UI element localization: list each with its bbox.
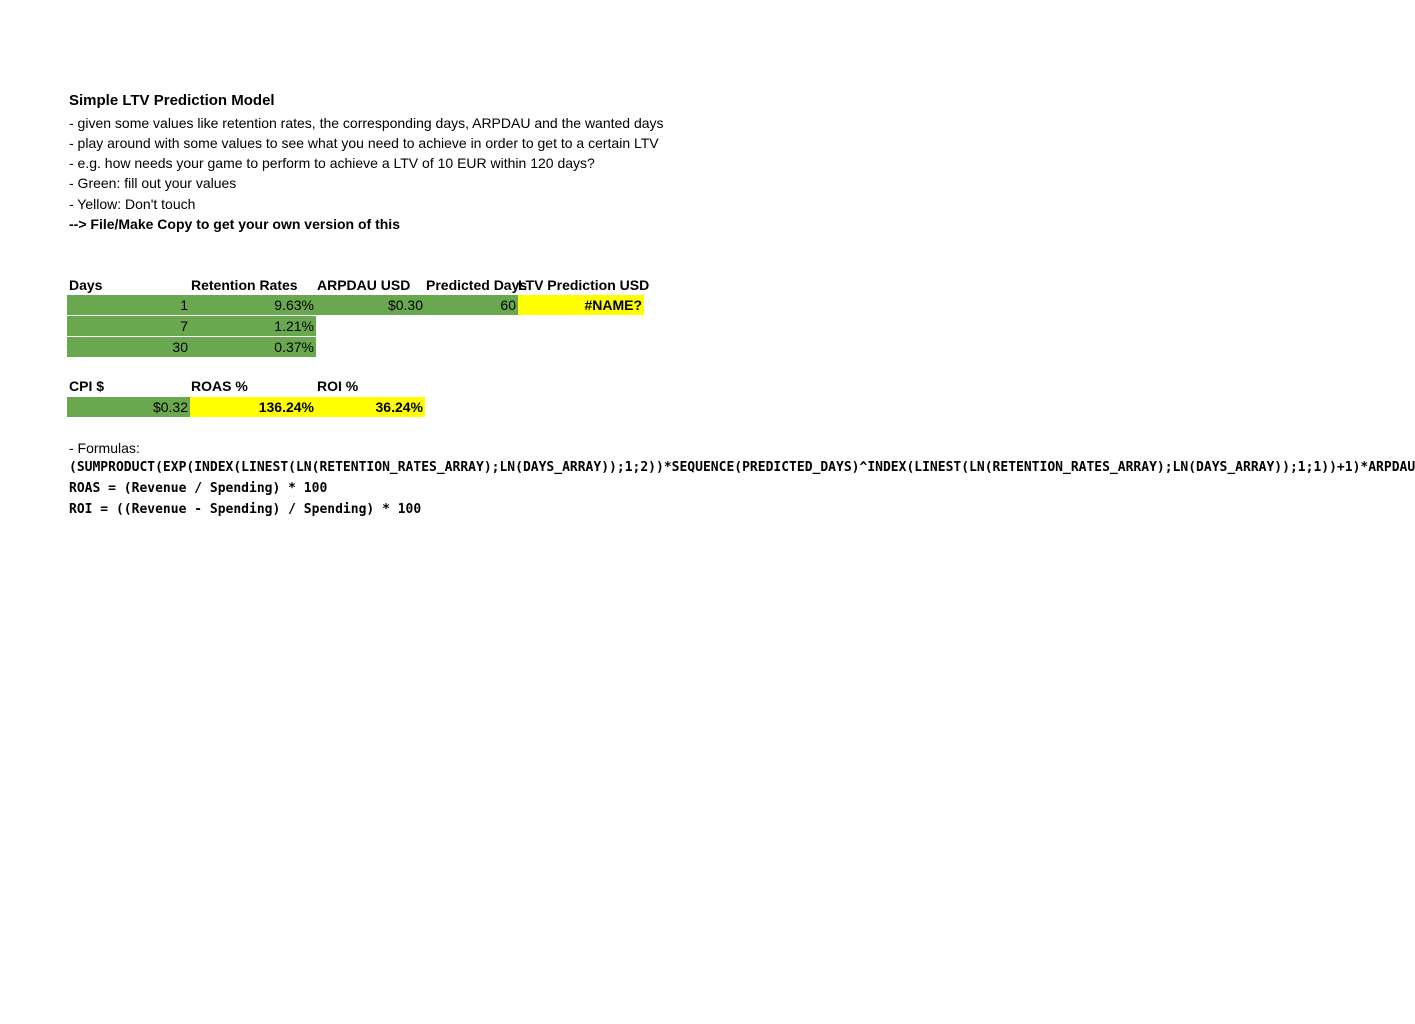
retention-cell[interactable]: 9.63% xyxy=(190,295,316,315)
retention-cell[interactable]: 0.37% xyxy=(190,337,316,357)
header-days: Days xyxy=(69,277,103,293)
formulas-label: - Formulas: xyxy=(69,440,140,456)
retention-cell[interactable]: 1.21% xyxy=(190,316,316,336)
page-title: Simple LTV Prediction Model xyxy=(69,92,275,109)
header-ltv-prediction: LTV Prediction USD xyxy=(518,277,650,293)
header-retention-rates: Retention Rates xyxy=(191,277,298,293)
header-arpdau: ARPDAU USD xyxy=(317,277,411,293)
days-cell[interactable]: 7 xyxy=(67,316,190,336)
roi-cell: 36.24% xyxy=(316,397,425,417)
header-roi: ROI % xyxy=(317,378,359,394)
header-predicted-days: Predicted Days xyxy=(426,277,528,293)
description-line: - Yellow: Don't touch xyxy=(69,196,196,212)
roas-cell: 136.24% xyxy=(190,397,316,417)
roi-formula: ROI = ((Revenue - Spending) / Spending) * 100 xyxy=(69,502,422,517)
description-line: - given some values like retention rates, the corresponding days, ARPDAU and the wanted days xyxy=(69,115,664,131)
roas-formula: ROAS = (Revenue / Spending) * 100 xyxy=(69,481,328,496)
header-cpi: CPI $ xyxy=(69,378,105,394)
cpi-cell[interactable]: $0.32 xyxy=(67,397,190,417)
ltv-formula: (SUMPRODUCT(EXP(INDEX(LINEST(LN(RETENTION_RATES_ARRAY);LN(DAYS_ARRAY));1;2))*SEQUENCE(PREDICTED_DAYS)^INDEX(LINEST(LN(RETENTION_RATES_ARRAY);LN(DAYS_ARRAY));1;1))+1)*ARPDAU xyxy=(69,460,1415,475)
header-roas: ROAS % xyxy=(191,378,248,394)
description-line: - play around with some values to see what you need to achieve in order to get to a certain LTV xyxy=(69,135,659,151)
days-cell[interactable]: 1 xyxy=(67,295,190,315)
copy-instruction: --> File/Make Copy to get your own version of this xyxy=(69,216,400,232)
ltv-prediction-cell: #NAME? xyxy=(518,295,644,315)
days-cell[interactable]: 30 xyxy=(67,337,190,357)
description-line: - e.g. how needs your game to perform to achieve a LTV of 10 EUR within 120 days? xyxy=(69,155,595,171)
description-line: - Green: fill out your values xyxy=(69,175,237,191)
arpdau-cell[interactable]: $0.30 xyxy=(316,295,425,315)
predicted-days-cell[interactable]: 60 xyxy=(425,295,518,315)
